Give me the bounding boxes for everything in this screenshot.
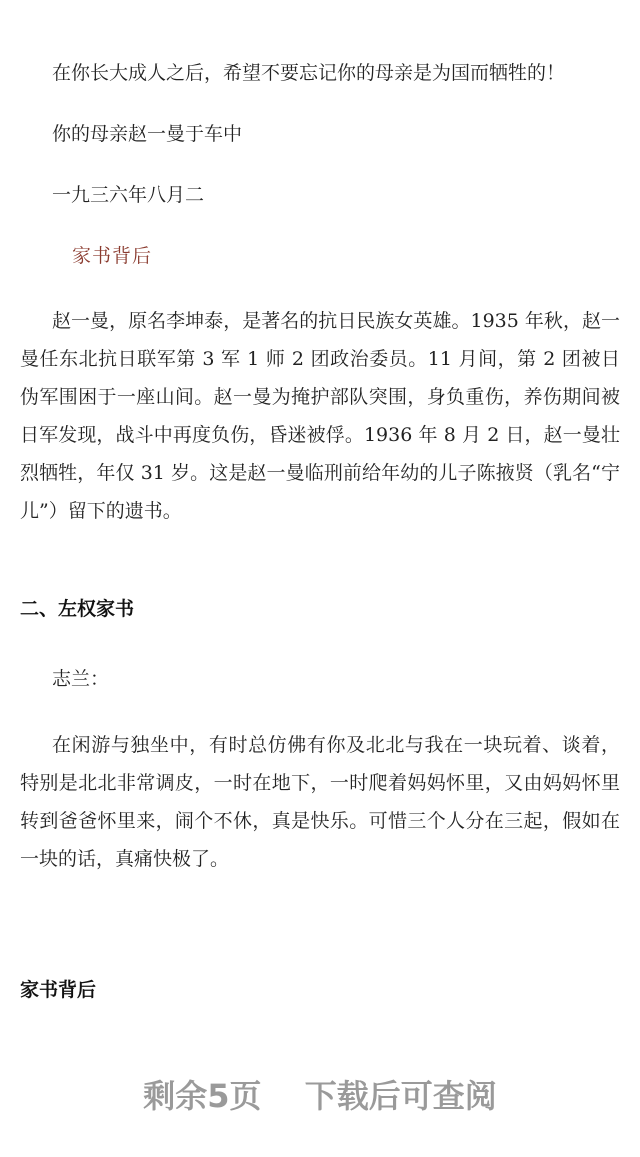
letter-signature: 你的母亲赵一曼于车中 [52, 123, 243, 145]
remaining-pages-text[interactable]: 剩余5页 [143, 1077, 262, 1115]
letter-closing-line: 在你长大成人之后，希望不要忘记你的母亲是为国而牺牲的！ [52, 62, 566, 84]
section-subheading-background: 家书背后 [72, 245, 153, 267]
download-banner[interactable] [0, 1070, 640, 1122]
letter-salutation: 志兰： [52, 668, 110, 690]
download-to-view-text[interactable]: 下载后可查阅 [304, 1077, 497, 1115]
background-paragraph: 赵一曼，原名李坤泰，是著名的抗日民族女英雄。1935 年秋，赵一曼任东北抗日联军第 3 军 1 师 2 团政治委员。11 月间，第 2 团被日伪军围困于一座山间。赵一曼为掩护部队突围，身负重伤，养伤期间被日军发现，战斗中再度负伤，昏迷被俘。1936 年 8 月 2 日，赵一曼壮烈牺牲，年仅 31 岁。这是赵一曼临刑前给年幼的儿子陈掖贤（乳名“宁儿”）留下的遗书。 [20, 310, 620, 522]
letter-body-paragraph: 在闲游与独坐中，有时总仿佛有你及北北与我在一块玩着、谈着，特别是北北非常调皮，一时在地下，一时爬着妈妈怀里，又由妈妈怀里转到爸爸怀里来，闹个不休，真是快乐。可惜三个人分在三起，假如在一块的话，真痛快极了。 [20, 734, 620, 870]
section-heading-zuoquan-letter: 二、左权家书 [20, 598, 135, 620]
section-subheading-background-2: 家书背后 [20, 979, 97, 1001]
letter-date: 一九三六年八月二 [52, 184, 205, 206]
